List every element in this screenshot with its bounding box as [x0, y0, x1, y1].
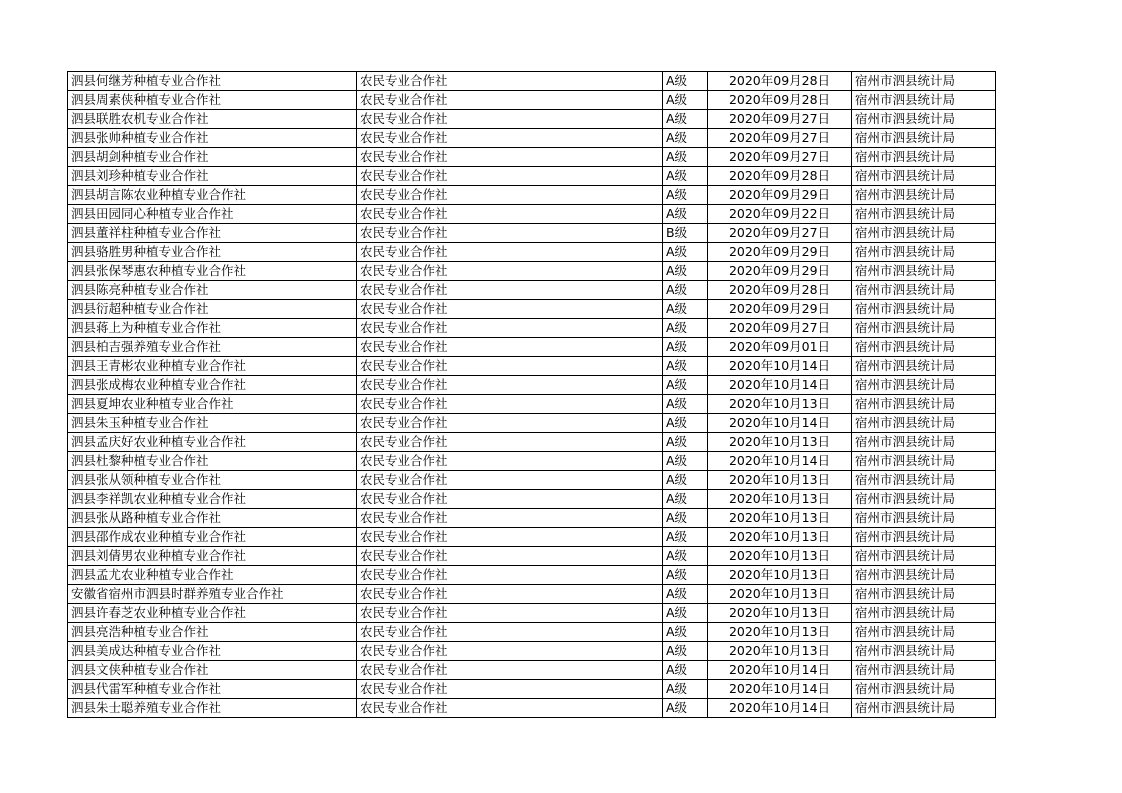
cell-rating-date: 2020年09月29日	[708, 300, 852, 319]
cell-rating-date: 2020年10月13日	[708, 604, 852, 623]
cell-cooperative-name: 泗县周素侠种植专业合作社	[68, 91, 357, 110]
cell-rating-date: 2020年10月14日	[708, 661, 852, 680]
cell-credit-grade: A级	[663, 623, 708, 642]
table-row	[68, 262, 996, 281]
table-row	[68, 528, 996, 547]
cell-rating-unit: 宿州市泗县统计局	[852, 661, 996, 680]
cell-credit-grade: A级	[663, 471, 708, 490]
table-row	[68, 224, 996, 243]
cell-entity-type: 农民专业合作社	[357, 167, 663, 186]
cell-cooperative-name: 泗县田园同心种植专业合作社	[68, 205, 357, 224]
cell-cooperative-name: 泗县刘珍种植专业合作社	[68, 167, 357, 186]
cell-credit-grade: A级	[663, 414, 708, 433]
cell-credit-grade: A级	[663, 148, 708, 167]
cell-credit-grade: A级	[663, 509, 708, 528]
cell-credit-grade: A级	[663, 680, 708, 699]
cell-cooperative-name: 泗县杜黎种植专业合作社	[68, 452, 357, 471]
cell-cooperative-name: 泗县柏吉强养殖专业合作社	[68, 338, 357, 357]
cell-credit-grade: A级	[663, 129, 708, 148]
cell-entity-type: 农民专业合作社	[357, 281, 663, 300]
cell-credit-grade: A级	[663, 585, 708, 604]
cell-credit-grade: A级	[663, 243, 708, 262]
cell-cooperative-name: 泗县邵作成农业种植专业合作社	[68, 528, 357, 547]
cell-cooperative-name: 泗县胡剑种植专业合作社	[68, 148, 357, 167]
cell-rating-date: 2020年09月27日	[708, 129, 852, 148]
cell-cooperative-name: 泗县董祥柱种植专业合作社	[68, 224, 357, 243]
cell-rating-date: 2020年10月13日	[708, 547, 852, 566]
table-row	[68, 433, 996, 452]
cell-credit-grade: A级	[663, 604, 708, 623]
table-row	[68, 490, 996, 509]
cell-entity-type: 农民专业合作社	[357, 148, 663, 167]
cell-rating-unit: 宿州市泗县统计局	[852, 110, 996, 129]
cell-cooperative-name: 泗县文侠种植专业合作社	[68, 661, 357, 680]
table-row	[68, 357, 996, 376]
cell-cooperative-name: 泗县李祥凯农业种植专业合作社	[68, 490, 357, 509]
cell-credit-grade: A级	[663, 452, 708, 471]
cell-credit-grade: A级	[663, 699, 708, 718]
cell-rating-unit: 宿州市泗县统计局	[852, 338, 996, 357]
cell-rating-date: 2020年10月13日	[708, 566, 852, 585]
table-row	[68, 661, 996, 680]
table-row	[68, 623, 996, 642]
cell-rating-date: 2020年09月28日	[708, 281, 852, 300]
table-row	[68, 338, 996, 357]
cell-entity-type: 农民专业合作社	[357, 585, 663, 604]
cell-rating-unit: 宿州市泗县统计局	[852, 680, 996, 699]
cell-cooperative-name: 泗县孟尤农业种植专业合作社	[68, 566, 357, 585]
cell-cooperative-name: 泗县朱士聪养殖专业合作社	[68, 699, 357, 718]
table-row	[68, 585, 996, 604]
cell-credit-grade: A级	[663, 205, 708, 224]
cell-entity-type: 农民专业合作社	[357, 186, 663, 205]
table-body	[68, 72, 996, 718]
table-row	[68, 281, 996, 300]
cell-entity-type: 农民专业合作社	[357, 376, 663, 395]
table-row	[68, 91, 996, 110]
cell-credit-grade: A级	[663, 490, 708, 509]
cell-rating-date: 2020年10月14日	[708, 680, 852, 699]
cell-credit-grade: A级	[663, 566, 708, 585]
cell-cooperative-name: 泗县衍超种植专业合作社	[68, 300, 357, 319]
cell-entity-type: 农民专业合作社	[357, 528, 663, 547]
cell-cooperative-name: 泗县代雷军种植专业合作社	[68, 680, 357, 699]
cell-rating-unit: 宿州市泗县统计局	[852, 509, 996, 528]
table-row	[68, 129, 996, 148]
cell-rating-unit: 宿州市泗县统计局	[852, 452, 996, 471]
cell-rating-date: 2020年10月13日	[708, 395, 852, 414]
cell-cooperative-name: 泗县亮浩种植专业合作社	[68, 623, 357, 642]
cell-credit-grade: A级	[663, 186, 708, 205]
cell-cooperative-name: 泗县联胜农机专业合作社	[68, 110, 357, 129]
cell-entity-type: 农民专业合作社	[357, 604, 663, 623]
cell-rating-unit: 宿州市泗县统计局	[852, 471, 996, 490]
cell-rating-date: 2020年09月27日	[708, 224, 852, 243]
cell-rating-unit: 宿州市泗县统计局	[852, 243, 996, 262]
cell-rating-unit: 宿州市泗县统计局	[852, 433, 996, 452]
table-row	[68, 566, 996, 585]
cell-rating-date: 2020年10月14日	[708, 452, 852, 471]
cell-rating-unit: 宿州市泗县统计局	[852, 281, 996, 300]
cell-rating-unit: 宿州市泗县统计局	[852, 585, 996, 604]
cell-rating-date: 2020年09月28日	[708, 167, 852, 186]
cell-cooperative-name: 泗县张帅种植专业合作社	[68, 129, 357, 148]
cell-rating-date: 2020年09月28日	[708, 72, 852, 91]
cell-entity-type: 农民专业合作社	[357, 661, 663, 680]
cell-cooperative-name: 泗县何继芳种植专业合作社	[68, 72, 357, 91]
cell-cooperative-name: 泗县陈亮种植专业合作社	[68, 281, 357, 300]
table-row	[68, 699, 996, 718]
cell-credit-grade: A级	[663, 433, 708, 452]
cell-credit-grade: A级	[663, 338, 708, 357]
cell-rating-unit: 宿州市泗县统计局	[852, 414, 996, 433]
table-row	[68, 148, 996, 167]
cell-credit-grade: A级	[663, 376, 708, 395]
table-row	[68, 319, 996, 338]
cell-credit-grade: A级	[663, 300, 708, 319]
cell-cooperative-name: 泗县张从路种植专业合作社	[68, 509, 357, 528]
cell-rating-date: 2020年09月27日	[708, 319, 852, 338]
cell-cooperative-name: 泗县胡言陈农业种植专业合作社	[68, 186, 357, 205]
cell-rating-unit: 宿州市泗县统计局	[852, 528, 996, 547]
cell-credit-grade: A级	[663, 395, 708, 414]
cell-rating-unit: 宿州市泗县统计局	[852, 699, 996, 718]
cell-cooperative-name: 泗县刘倩男农业种植专业合作社	[68, 547, 357, 566]
cell-credit-grade: A级	[663, 91, 708, 110]
table-row	[68, 471, 996, 490]
cell-rating-date: 2020年09月27日	[708, 110, 852, 129]
cell-rating-date: 2020年10月14日	[708, 357, 852, 376]
cell-rating-date: 2020年10月13日	[708, 471, 852, 490]
cell-entity-type: 农民专业合作社	[357, 547, 663, 566]
cell-entity-type: 农民专业合作社	[357, 91, 663, 110]
table-row	[68, 300, 996, 319]
cell-entity-type: 农民专业合作社	[357, 72, 663, 91]
cell-entity-type: 农民专业合作社	[357, 623, 663, 642]
cell-cooperative-name: 泗县骆胜男种植专业合作社	[68, 243, 357, 262]
cell-rating-date: 2020年10月13日	[708, 623, 852, 642]
cell-credit-grade: A级	[663, 110, 708, 129]
table-row	[68, 186, 996, 205]
cell-rating-unit: 宿州市泗县统计局	[852, 205, 996, 224]
cell-rating-unit: 宿州市泗县统计局	[852, 167, 996, 186]
cell-credit-grade: A级	[663, 281, 708, 300]
cell-rating-unit: 宿州市泗县统计局	[852, 262, 996, 281]
cell-credit-grade: A级	[663, 167, 708, 186]
cell-cooperative-name: 泗县王青彬农业种植专业合作社	[68, 357, 357, 376]
table-row	[68, 547, 996, 566]
cell-entity-type: 农民专业合作社	[357, 205, 663, 224]
cell-rating-date: 2020年10月13日	[708, 528, 852, 547]
cell-rating-date: 2020年10月14日	[708, 414, 852, 433]
cell-rating-unit: 宿州市泗县统计局	[852, 547, 996, 566]
cell-rating-unit: 宿州市泗县统计局	[852, 357, 996, 376]
table-row	[68, 110, 996, 129]
cell-entity-type: 农民专业合作社	[357, 680, 663, 699]
table-row	[68, 376, 996, 395]
cell-rating-unit: 宿州市泗县统计局	[852, 300, 996, 319]
cell-entity-type: 农民专业合作社	[357, 699, 663, 718]
cell-rating-date: 2020年09月29日	[708, 243, 852, 262]
cell-rating-unit: 宿州市泗县统计局	[852, 186, 996, 205]
cell-rating-unit: 宿州市泗县统计局	[852, 129, 996, 148]
cell-entity-type: 农民专业合作社	[357, 319, 663, 338]
cell-rating-unit: 宿州市泗县统计局	[852, 566, 996, 585]
cell-rating-date: 2020年10月13日	[708, 433, 852, 452]
cell-cooperative-name: 泗县张成梅农业种植专业合作社	[68, 376, 357, 395]
cell-rating-date: 2020年10月13日	[708, 585, 852, 604]
cell-cooperative-name: 泗县许春芝农业种植专业合作社	[68, 604, 357, 623]
table-row	[68, 414, 996, 433]
cell-entity-type: 农民专业合作社	[357, 338, 663, 357]
cell-rating-unit: 宿州市泗县统计局	[852, 91, 996, 110]
cell-rating-unit: 宿州市泗县统计局	[852, 72, 996, 91]
cell-rating-date: 2020年09月27日	[708, 148, 852, 167]
cell-entity-type: 农民专业合作社	[357, 642, 663, 661]
cell-rating-unit: 宿州市泗县统计局	[852, 604, 996, 623]
cell-credit-grade: A级	[663, 357, 708, 376]
cell-credit-grade: A级	[663, 319, 708, 338]
cell-rating-unit: 宿州市泗县统计局	[852, 148, 996, 167]
table-row	[68, 72, 996, 91]
cell-cooperative-name: 安徽省宿州市泗县时群养殖专业合作社	[68, 585, 357, 604]
table-row	[68, 205, 996, 224]
cell-entity-type: 农民专业合作社	[357, 300, 663, 319]
cell-credit-grade: A级	[663, 642, 708, 661]
cell-cooperative-name: 泗县蒋上为种植专业合作社	[68, 319, 357, 338]
cell-cooperative-name: 泗县张从领种植专业合作社	[68, 471, 357, 490]
cell-entity-type: 农民专业合作社	[357, 471, 663, 490]
cell-rating-date: 2020年09月28日	[708, 91, 852, 110]
cell-credit-grade: A级	[663, 262, 708, 281]
table-row	[68, 243, 996, 262]
table-row	[68, 604, 996, 623]
table-row	[68, 642, 996, 661]
cell-rating-unit: 宿州市泗县统计局	[852, 623, 996, 642]
cell-entity-type: 农民专业合作社	[357, 395, 663, 414]
cell-entity-type: 农民专业合作社	[357, 509, 663, 528]
cell-entity-type: 农民专业合作社	[357, 129, 663, 148]
table-row	[68, 680, 996, 699]
cell-rating-date: 2020年10月14日	[708, 376, 852, 395]
cooperative-rating-table	[67, 71, 996, 718]
cell-credit-grade: A级	[663, 528, 708, 547]
cell-entity-type: 农民专业合作社	[357, 262, 663, 281]
cell-entity-type: 农民专业合作社	[357, 110, 663, 129]
cell-rating-date: 2020年10月13日	[708, 642, 852, 661]
cell-rating-unit: 宿州市泗县统计局	[852, 395, 996, 414]
cell-rating-unit: 宿州市泗县统计局	[852, 319, 996, 338]
cell-cooperative-name: 泗县夏坤农业种植专业合作社	[68, 395, 357, 414]
cell-cooperative-name: 泗县美成达种植专业合作社	[68, 642, 357, 661]
cell-cooperative-name: 泗县朱玉种植专业合作社	[68, 414, 357, 433]
cell-credit-grade: A级	[663, 72, 708, 91]
cell-rating-date: 2020年09月22日	[708, 205, 852, 224]
cell-entity-type: 农民专业合作社	[357, 566, 663, 585]
cell-rating-date: 2020年10月14日	[708, 699, 852, 718]
cell-rating-unit: 宿州市泗县统计局	[852, 642, 996, 661]
table-row	[68, 167, 996, 186]
cell-rating-date: 2020年10月13日	[708, 509, 852, 528]
cell-entity-type: 农民专业合作社	[357, 357, 663, 376]
cell-entity-type: 农民专业合作社	[357, 490, 663, 509]
cell-entity-type: 农民专业合作社	[357, 433, 663, 452]
cell-rating-unit: 宿州市泗县统计局	[852, 224, 996, 243]
cell-rating-date: 2020年09月01日	[708, 338, 852, 357]
cell-entity-type: 农民专业合作社	[357, 452, 663, 471]
cell-rating-unit: 宿州市泗县统计局	[852, 490, 996, 509]
cell-rating-unit: 宿州市泗县统计局	[852, 376, 996, 395]
table-row	[68, 395, 996, 414]
cell-rating-date: 2020年09月29日	[708, 186, 852, 205]
cell-rating-date: 2020年09月29日	[708, 262, 852, 281]
table-row	[68, 509, 996, 528]
cell-entity-type: 农民专业合作社	[357, 414, 663, 433]
cell-credit-grade: B级	[663, 224, 708, 243]
cell-cooperative-name: 泗县张保琴惠农种植专业合作社	[68, 262, 357, 281]
cell-cooperative-name: 泗县孟庆好农业种植专业合作社	[68, 433, 357, 452]
cell-entity-type: 农民专业合作社	[357, 224, 663, 243]
cell-rating-date: 2020年10月13日	[708, 490, 852, 509]
cell-entity-type: 农民专业合作社	[357, 243, 663, 262]
cell-credit-grade: A级	[663, 547, 708, 566]
table-row	[68, 452, 996, 471]
cell-credit-grade: A级	[663, 661, 708, 680]
